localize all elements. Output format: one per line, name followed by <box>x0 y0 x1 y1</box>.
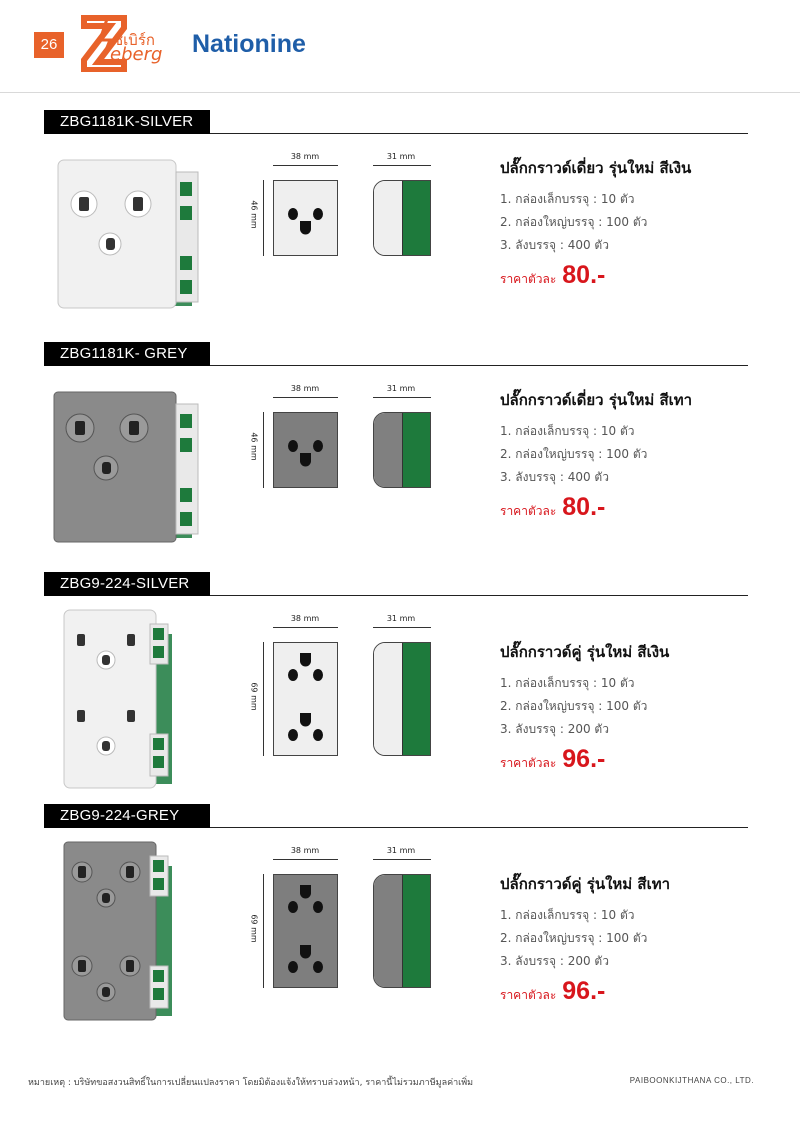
spec-small-box: 1. กล่องเล็กบรรจุ : 10 ตัว <box>500 908 635 922</box>
product-section <box>0 804 800 1036</box>
width-line <box>273 859 338 860</box>
depth-line <box>373 859 431 860</box>
width-dimension: 38 mm <box>290 846 320 855</box>
single-socket-icon <box>274 181 337 255</box>
product-section <box>0 572 800 804</box>
depth-line <box>373 165 431 166</box>
depth-dimension: 31 mm <box>386 384 416 393</box>
depth-dimension: 31 mm <box>386 614 416 623</box>
price-value: 96.- <box>562 977 606 1005</box>
width-line <box>273 627 338 628</box>
side-view <box>373 412 431 488</box>
zeberg-logo <box>80 14 175 76</box>
depth-dimension: 31 mm <box>386 846 416 855</box>
double-outlet-silver-photo <box>50 604 200 794</box>
height-dimension: 46 mm <box>249 200 259 229</box>
height-line <box>263 874 264 988</box>
single-outlet-grey-photo <box>50 384 200 554</box>
height-dimension: 69 mm <box>249 914 259 943</box>
spec-large-box: 2. กล่องใหญ่บรรจุ : 100 ตัว <box>500 215 648 229</box>
height-line <box>263 180 264 256</box>
front-view <box>273 180 338 256</box>
price-value: 80.- <box>562 261 606 289</box>
spec-carton: 3. ลังบรรจุ : 400 ตัว <box>500 470 609 484</box>
product-title: ปลั๊กกราวด์เดี่ยว รุ่นใหม่ สีเทา <box>500 391 693 409</box>
side-view <box>373 874 431 988</box>
width-line <box>273 165 338 166</box>
price-label: ราคาตัวละ <box>500 756 557 770</box>
product-info <box>500 640 760 774</box>
dimension-drawing <box>240 846 440 1006</box>
dimension-drawing <box>240 384 440 544</box>
price-value: 96.- <box>562 745 606 773</box>
spec-small-box: 1. กล่องเล็กบรรจุ : 10 ตัว <box>500 676 635 690</box>
product-section <box>0 342 800 574</box>
spec-large-box: 2. กล่องใหญ่บรรจุ : 100 ตัว <box>500 447 648 461</box>
depth-line <box>373 397 431 398</box>
page-number: 26 <box>34 32 64 58</box>
section-divider <box>210 133 748 134</box>
single-outlet-silver-photo <box>50 152 200 322</box>
product-code: ZBG9-224-SILVER <box>44 572 210 596</box>
width-dimension: 38 mm <box>290 384 320 393</box>
product-info <box>500 872 760 1006</box>
product-title: ปลั๊กกราวด์คู่ รุ่นใหม่ สีเงิน <box>500 643 670 661</box>
product-info <box>500 156 760 290</box>
width-dimension: 38 mm <box>290 152 320 161</box>
product-info <box>500 388 760 522</box>
price-label: ราคาตัวละ <box>500 504 557 518</box>
height-line <box>263 642 264 756</box>
section-divider <box>210 595 748 596</box>
spec-carton: 3. ลังบรรจุ : 400 ตัว <box>500 238 609 252</box>
front-view <box>273 642 338 756</box>
logo-word: eberg <box>110 44 163 65</box>
height-dimension: 69 mm <box>249 682 259 711</box>
company-name: PAIBOONKIJTHANA CO., LTD. <box>629 1076 754 1085</box>
depth-dimension: 31 mm <box>386 152 416 161</box>
price-row <box>500 261 760 290</box>
dimension-drawing <box>240 152 440 312</box>
depth-line <box>373 627 431 628</box>
dimension-drawing <box>240 614 440 774</box>
logo-thai-text: ซีเบิร์ก <box>113 31 155 49</box>
price-label: ราคาตัวละ <box>500 272 557 286</box>
side-view <box>373 642 431 756</box>
product-section <box>0 110 800 342</box>
spec-small-box: 1. กล่องเล็กบรรจุ : 10 ตัว <box>500 192 635 206</box>
section-divider <box>210 365 748 366</box>
height-dimension: 46 mm <box>249 432 259 461</box>
footer-note: หมายเหตุ : บริษัทขอสงวนสิทธิ์ในการเปลี่ยนแปลงราคา โดยมิต้องแจ้งให้ทราบล่วงหน้า, ราคานี้ไม่รวมภาษีมูลค่าเพิ่ม <box>28 1078 474 1088</box>
product-title: ปลั๊กกราวด์เดี่ยว รุ่นใหม่ สีเงิน <box>500 159 692 177</box>
spec-large-box: 2. กล่องใหญ่บรรจุ : 100 ตัว <box>500 931 648 945</box>
price-row <box>500 977 760 1006</box>
double-socket-icon <box>274 875 337 987</box>
double-outlet-grey-photo <box>50 836 200 1026</box>
height-line <box>263 412 264 488</box>
width-dimension: 38 mm <box>290 614 320 623</box>
double-socket-icon <box>274 643 337 755</box>
brand-name: Nationine <box>192 30 306 58</box>
spec-carton: 3. ลังบรรจุ : 200 ตัว <box>500 722 609 736</box>
spec-small-box: 1. กล่องเล็กบรรจุ : 10 ตัว <box>500 424 635 438</box>
product-title: ปลั๊กกราวด์คู่ รุ่นใหม่ สีเทา <box>500 875 671 893</box>
section-divider <box>210 827 748 828</box>
spec-carton: 3. ลังบรรจุ : 200 ตัว <box>500 954 609 968</box>
width-line <box>273 397 338 398</box>
product-code: ZBG1181K-SILVER <box>44 110 210 134</box>
single-socket-icon <box>274 413 337 487</box>
header-divider <box>0 92 800 93</box>
price-label: ราคาตัวละ <box>500 988 557 1002</box>
price-value: 80.- <box>562 493 606 521</box>
product-code: ZBG9-224-GREY <box>44 804 210 828</box>
price-row <box>500 493 760 522</box>
side-view <box>373 180 431 256</box>
spec-large-box: 2. กล่องใหญ่บรรจุ : 100 ตัว <box>500 699 648 713</box>
product-code: ZBG1181K- GREY <box>44 342 210 366</box>
front-view <box>273 874 338 988</box>
price-row <box>500 745 760 774</box>
front-view <box>273 412 338 488</box>
